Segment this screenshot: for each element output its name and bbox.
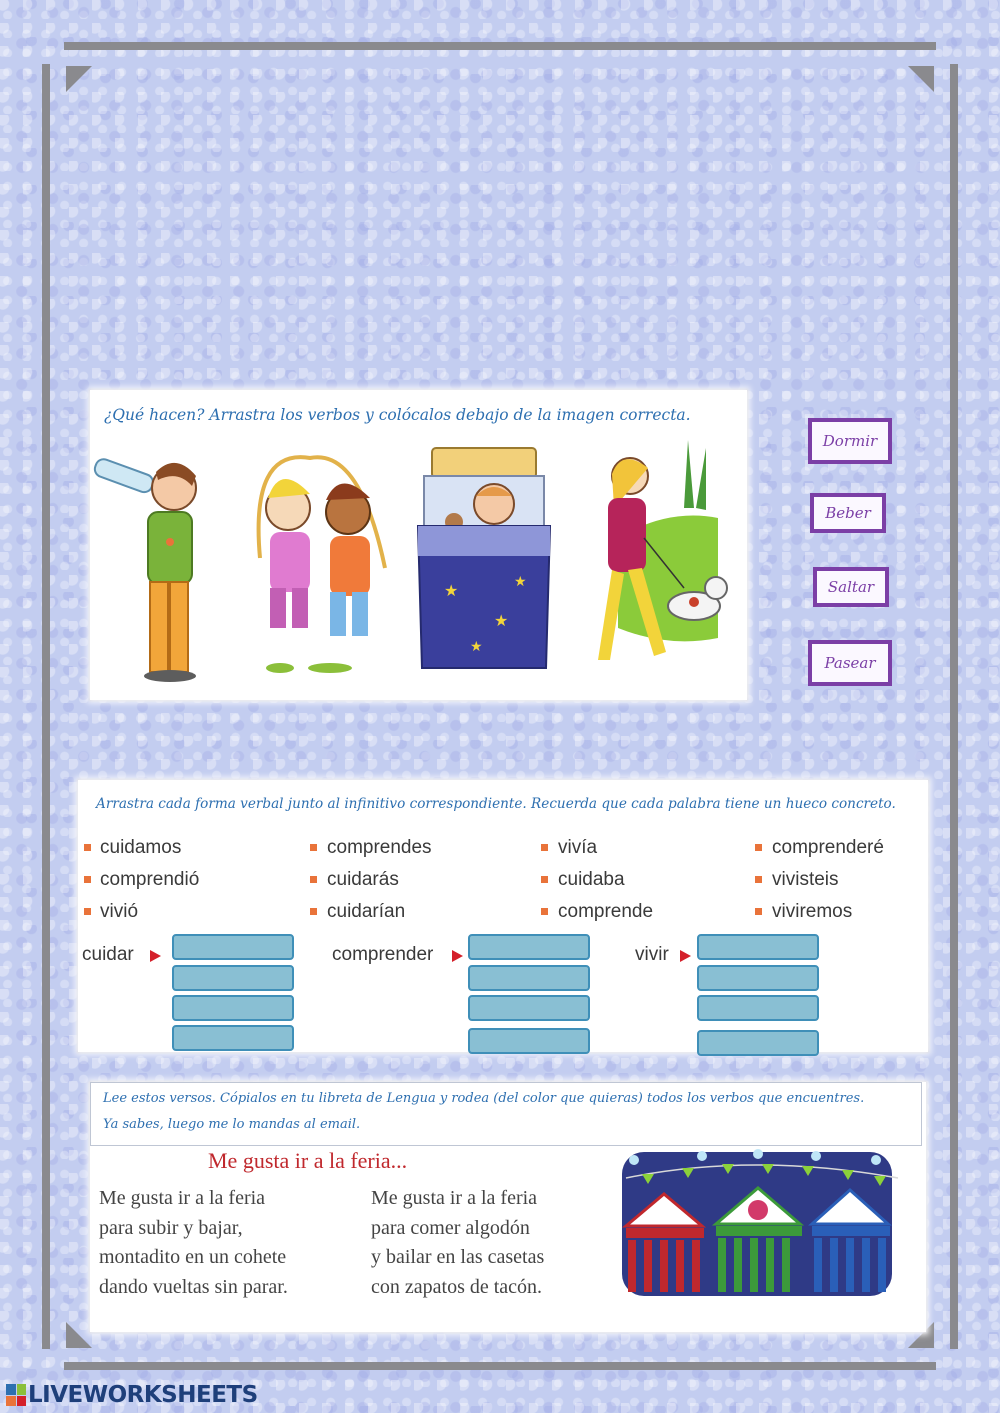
svg-text:★: ★	[494, 611, 509, 630]
poem-title: Me gusta ir a la feria...	[208, 1148, 408, 1173]
drop-slot-vivir-4[interactable]	[697, 1030, 819, 1056]
arrow-right-icon	[150, 950, 161, 962]
frame-corner-tl	[66, 66, 92, 92]
fair-stalls-image	[612, 1148, 904, 1300]
verb-saltar-button[interactable]: Saltar	[813, 567, 889, 607]
frame-bottom	[64, 1362, 936, 1370]
arrow-right-icon	[680, 950, 691, 962]
bullet	[541, 876, 548, 883]
word-item[interactable]: vivía	[558, 837, 598, 858]
poem-stanza-2: Me gusta ir a la feria para comer algodón y bailar en las casetas con zapatos de tacón.	[371, 1187, 545, 1298]
bullet	[84, 876, 91, 883]
word-item[interactable]: vivió	[100, 901, 139, 922]
bullet	[310, 876, 317, 883]
drop-slot-comprender-2[interactable]	[468, 965, 590, 991]
liveworksheets-logo	[6, 1382, 258, 1408]
bullet	[310, 908, 317, 915]
word-item[interactable]: vivisteis	[772, 869, 839, 890]
word-item[interactable]: viviremos	[772, 901, 853, 922]
verb-pasear-button[interactable]: Pasear	[808, 640, 892, 686]
activity3-panel	[90, 1082, 926, 1332]
activity3-instruction-box	[90, 1082, 922, 1146]
arrow-right-icon	[452, 950, 463, 962]
word-item[interactable]: comprende	[558, 901, 654, 922]
live-badge-icon	[6, 1384, 26, 1406]
drop-slot-cuidar-3[interactable]	[172, 995, 294, 1021]
bullet	[541, 844, 548, 851]
drop-slot-cuidar-2[interactable]	[172, 965, 294, 991]
word-item[interactable]: cuidaba	[558, 869, 625, 890]
frame-right	[950, 64, 958, 1349]
drop-slot-cuidar-1[interactable]	[172, 934, 294, 960]
activity2-instruction: Arrastra cada forma verbal junto al infinitivo correspondiente. Recuerda que cada palabra tiene un hueco concreto.	[96, 796, 896, 812]
bullet	[84, 844, 91, 851]
frame-corner-tr	[908, 66, 934, 92]
child-sleeping-image	[414, 446, 554, 676]
frame-corner-bl	[66, 1322, 92, 1348]
bullet	[755, 908, 762, 915]
children-jumping-rope-image	[240, 448, 400, 678]
drop-slot-comprender-3[interactable]	[468, 995, 590, 1021]
word-item[interactable]: cuidarían	[327, 901, 406, 922]
drop-slot-vivir-1[interactable]	[697, 934, 819, 960]
svg-text:★: ★	[514, 574, 527, 590]
frame-left	[42, 64, 50, 1349]
activity1-panel	[90, 390, 747, 700]
activity1-instruction: ¿Qué hacen? Arrastra los verbos y colócalos debajo de la imagen correcta.	[104, 406, 691, 424]
child-drinking-image	[92, 450, 212, 690]
drop-slot-comprender-4[interactable]	[468, 1028, 590, 1054]
bullet	[541, 908, 548, 915]
woman-walking-dog-image	[588, 438, 738, 678]
activity3-instruction-line2: Ya sabes, luego me lo mandas al email.	[103, 1117, 361, 1132]
activity3-instruction-line1: Lee estos versos. Cópialos en tu libreta de Lengua y rodea (del color que quieras) todos los verbos que encuentres.	[103, 1091, 865, 1106]
drop-slot-cuidar-4[interactable]	[172, 1025, 294, 1051]
drop-slot-vivir-3[interactable]	[697, 995, 819, 1021]
word-item[interactable]: comprenderé	[772, 837, 884, 858]
infinitive-vivir: vivir	[635, 944, 669, 965]
frame-top	[64, 42, 936, 50]
word-item[interactable]: comprendes	[327, 837, 432, 858]
svg-text:★: ★	[444, 581, 459, 600]
drop-slot-vivir-2[interactable]	[697, 965, 819, 991]
verb-beber-button[interactable]: Beber	[810, 493, 886, 533]
activity2-panel	[78, 780, 928, 1052]
brand-name: LIVEWORKSHEETS	[28, 1382, 258, 1408]
svg-text:★: ★	[470, 639, 483, 655]
verb-dormir-button[interactable]: Dormir	[808, 418, 892, 464]
bullet	[755, 844, 762, 851]
bullet	[755, 876, 762, 883]
infinitive-cuidar: cuidar	[82, 944, 134, 965]
bullet	[84, 908, 91, 915]
drop-slot-comprender-1[interactable]	[468, 934, 590, 960]
word-item[interactable]: comprendió	[100, 869, 200, 890]
infinitive-comprender: comprender	[332, 944, 434, 965]
poem-stanza-1: Me gusta ir a la feria para subir y bajar, montadito en un cohete dando vueltas sin parar.	[99, 1187, 288, 1298]
word-item[interactable]: cuidarás	[327, 869, 399, 890]
bullet	[310, 844, 317, 851]
word-item[interactable]: cuidamos	[100, 837, 182, 858]
